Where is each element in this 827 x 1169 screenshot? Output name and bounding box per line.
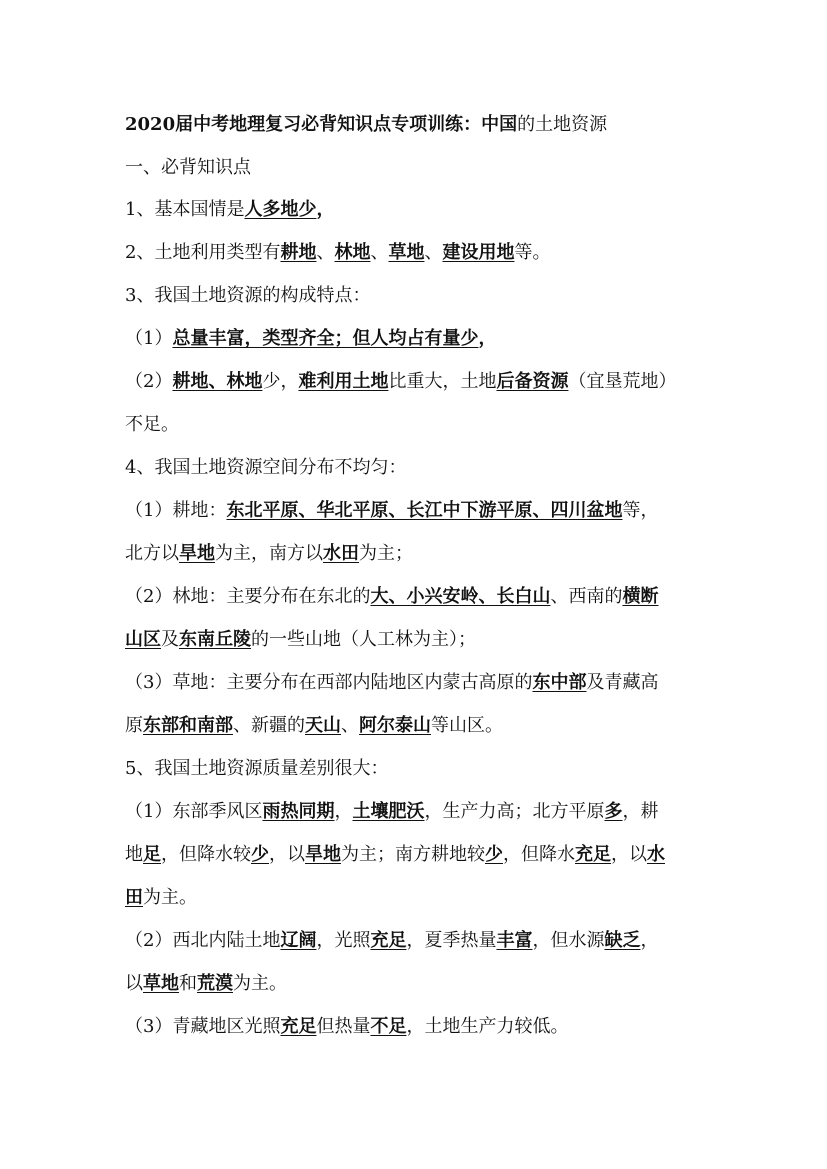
text-segment: ，	[334, 801, 353, 822]
key-term: 荒漠	[197, 973, 233, 994]
text-segment: 等山区。	[431, 715, 503, 736]
text-line	[125, 542, 413, 566]
text-segment: 、西南的	[550, 586, 623, 607]
text-line	[125, 929, 658, 953]
section-heading: 一、必背知识点	[125, 157, 251, 178]
key-term: 少	[485, 844, 503, 865]
key-term: 大、小兴安岭、长白山	[370, 586, 551, 607]
text-segment: 、	[370, 242, 389, 263]
text-segment: ，光照	[316, 930, 371, 951]
text-segment: 地	[125, 844, 143, 865]
key-term: 草地	[388, 242, 425, 263]
title-regular-part: 的土地资源	[517, 114, 608, 135]
text-segment: 、	[316, 242, 335, 263]
text-line	[125, 671, 658, 695]
key-term: 东中部	[532, 672, 587, 693]
text-segment: 及青藏高	[586, 672, 659, 693]
text-line	[125, 327, 496, 351]
key-term: 草地	[143, 973, 179, 994]
key-term: 缺乏	[604, 930, 641, 951]
text-segment: ，生产力高；北方平原	[424, 801, 605, 822]
key-term: 多	[604, 801, 623, 822]
text-segment: 少，	[262, 371, 299, 392]
text-segment: ，夏季热量	[406, 930, 497, 951]
text-segment: 原	[125, 715, 143, 736]
text-segment: ，土地生产力较低。	[406, 1016, 569, 1037]
text-segment: 不足。	[125, 414, 179, 435]
key-term: 雨热同期	[262, 801, 335, 822]
key-term: 丰富	[496, 930, 533, 951]
text-segment: （1）	[125, 328, 173, 349]
text-segment: （3）青藏地区光照	[125, 1016, 281, 1037]
key-term: 总量丰富，类型齐全；但人均占有量少	[172, 328, 479, 349]
text-segment: 和	[179, 973, 197, 994]
key-term: 水田	[323, 543, 359, 564]
text-segment: 以	[125, 973, 143, 994]
text-segment: ，耕	[622, 801, 659, 822]
text-line	[125, 370, 676, 394]
text-segment: 为主。	[233, 973, 287, 994]
text-line	[125, 800, 658, 824]
key-term: 难利用土地	[298, 371, 389, 392]
key-term: 田	[125, 887, 143, 908]
text-segment: ，以	[269, 844, 305, 865]
key-term: 东北平原、华北平原、长江中下游平原、四川盆地	[226, 500, 623, 521]
text-segment: 为主；	[359, 543, 413, 564]
text-line	[125, 456, 406, 480]
document-title	[125, 113, 607, 137]
text-segment: （宜垦荒地）	[568, 371, 677, 392]
key-term: 后备资源	[496, 371, 569, 392]
text-segment: 、	[341, 715, 359, 736]
text-segment: （3）草地：主要分布在西部内陆地区内蒙古高原的	[125, 672, 533, 693]
text-line	[125, 413, 179, 437]
key-term: 建设用地	[442, 242, 515, 263]
key-term: 足	[143, 844, 161, 865]
text-segment: （2）林地：主要分布在东北的	[125, 586, 371, 607]
key-term: 阿尔泰山	[359, 715, 431, 736]
text-line	[125, 714, 503, 738]
key-term: 耕地	[280, 242, 317, 263]
key-term: 旱地	[305, 844, 341, 865]
key-term: 水	[647, 844, 665, 865]
text-segment: 北方以	[125, 543, 179, 564]
text-segment: 为主，南方以	[215, 543, 323, 564]
text-segment: ，但降水较	[161, 844, 251, 865]
key-term: 人多地少	[244, 199, 317, 220]
text-segment: 3、我国土地资源的构成特点：	[125, 285, 371, 306]
key-term: 天山	[305, 715, 341, 736]
text-segment: ，以	[611, 844, 647, 865]
text-segment: （1）耕地：	[125, 500, 227, 521]
text-segment: ，	[478, 328, 497, 349]
key-term: 旱地	[179, 543, 215, 564]
text-segment: 比重大，土地	[388, 371, 497, 392]
key-term: 山区	[125, 629, 161, 650]
text-line	[125, 241, 550, 265]
text-line	[125, 499, 658, 523]
text-line	[125, 886, 197, 910]
text-line	[125, 1015, 568, 1039]
text-segment: ，	[640, 930, 659, 951]
key-term: 辽阔	[280, 930, 317, 951]
key-term: 土壤肥沃	[352, 801, 425, 822]
text-line	[125, 198, 334, 222]
text-segment: 等，	[622, 500, 659, 521]
key-term: 不足	[370, 1016, 407, 1037]
text-line	[125, 843, 665, 867]
text-line	[125, 585, 658, 609]
key-term: 少	[251, 844, 269, 865]
text-segment: ，但降水	[503, 844, 575, 865]
text-segment: 4、我国土地资源空间分布不均匀：	[125, 457, 407, 478]
text-segment: 等。	[514, 242, 551, 263]
key-term: 林地	[334, 242, 371, 263]
text-segment: 、新疆的	[233, 715, 305, 736]
text-segment: ，但水源	[532, 930, 605, 951]
key-term: 充足	[280, 1016, 317, 1037]
key-term: 充足	[370, 930, 407, 951]
text-segment: （2）西北内陆土地	[125, 930, 281, 951]
text-segment: 及	[161, 629, 179, 650]
text-line	[125, 284, 370, 308]
text-segment: 1、基本国情是	[125, 199, 245, 220]
text-segment: 5、我国土地资源质量差别很大：	[125, 758, 389, 779]
key-term: 横断	[622, 586, 659, 607]
text-segment: （2）	[125, 371, 173, 392]
text-segment: 为主。	[143, 887, 197, 908]
key-term: 东南丘陵	[179, 629, 251, 650]
text-segment: ，	[316, 199, 335, 220]
key-term: 东部和南部	[143, 715, 233, 736]
text-line	[125, 972, 287, 996]
text-line	[125, 628, 476, 652]
text-segment: 、	[424, 242, 443, 263]
text-segment: 为主；南方耕地较	[341, 844, 485, 865]
key-term: 耕地、林地	[172, 371, 263, 392]
key-term: 充足	[575, 844, 611, 865]
text-segment: （1）东部季风区	[125, 801, 263, 822]
title-bold-part: 2020届中考地理复习必背知识点专项训练：中国	[125, 114, 518, 135]
text-segment: 但热量	[316, 1016, 371, 1037]
text-line	[125, 757, 388, 781]
text-segment: 2、土地利用类型有	[125, 242, 281, 263]
text-segment: 的一些山地（人工林为主）；	[251, 629, 476, 650]
